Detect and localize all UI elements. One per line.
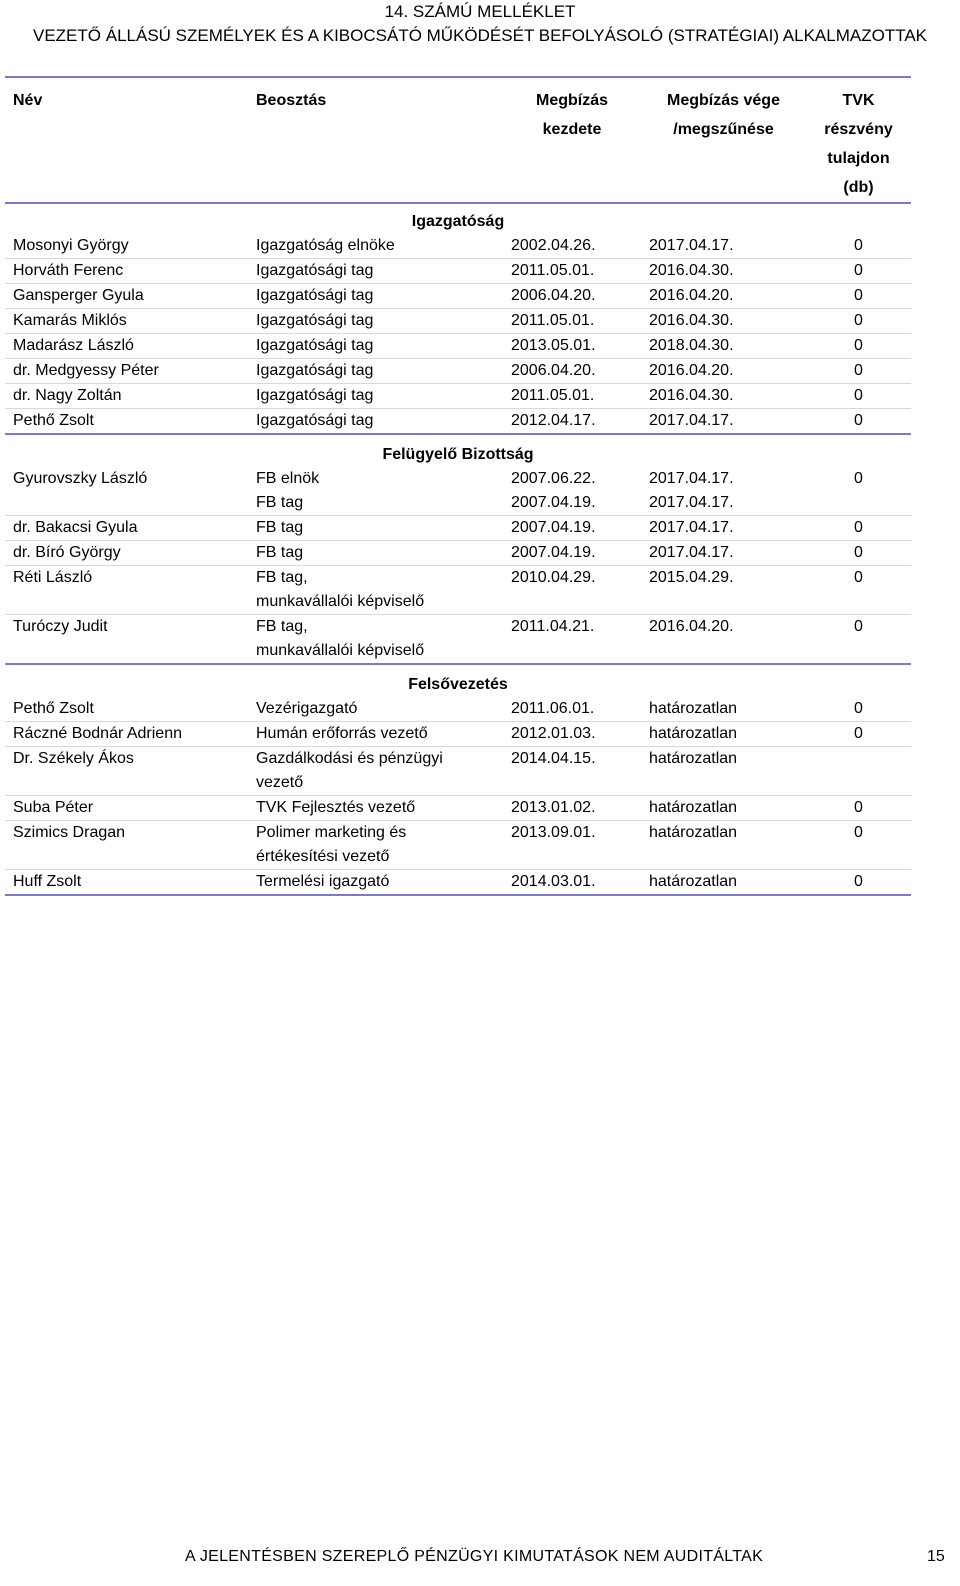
end-date-line: határozatlan xyxy=(649,700,738,717)
tvk-shares-value: 0 xyxy=(806,615,911,665)
start-date-line: 2011.05.01. xyxy=(511,262,595,279)
start-date-line: 2007.04.19. xyxy=(511,519,596,536)
table-row xyxy=(5,697,911,722)
end-date-cell xyxy=(641,821,806,870)
end-date-cell xyxy=(641,796,806,821)
position-line: Igazgatósági tag xyxy=(256,312,374,329)
person-name: Réti László xyxy=(5,566,248,615)
start-date-line: 2013.01.02. xyxy=(511,799,596,816)
end-date-line: 2015.04.29. xyxy=(649,569,734,586)
position-line: Igazgatóság elnöke xyxy=(256,237,395,254)
person-name: dr. Bakacsi Gyula xyxy=(5,516,248,541)
start-date-line: 2013.09.01. xyxy=(511,824,596,841)
tvk-shares-value: 0 xyxy=(806,697,911,722)
tvk-shares-value: 0 xyxy=(806,541,911,566)
position-cell xyxy=(248,870,503,896)
table-row xyxy=(5,234,911,259)
management-table xyxy=(5,76,911,896)
person-name: Turóczy Judit xyxy=(5,615,248,665)
tvk-shares-value: 0 xyxy=(806,334,911,359)
position-line: Igazgatósági tag xyxy=(256,262,374,279)
position-cell xyxy=(248,722,503,747)
start-date-cell xyxy=(503,796,641,821)
person-name: Dr. Székely Ákos xyxy=(5,747,248,796)
tvk-shares-value: 0 xyxy=(806,309,911,334)
tvk-shares-value: 0 xyxy=(806,384,911,409)
start-date-line: 2012.04.17. xyxy=(511,412,596,429)
section-title-board: Igazgatóság xyxy=(411,213,505,230)
start-date-cell xyxy=(503,259,641,284)
start-date-cell xyxy=(503,234,641,259)
position-line: Igazgatósági tag xyxy=(256,387,374,404)
section-title-supervisory-board: Felügyelő Bizottság xyxy=(382,446,534,463)
position-cell xyxy=(248,615,503,665)
start-date-line: 2011.06.01. xyxy=(511,700,595,717)
person-name: Ráczné Bodnár Adrienn xyxy=(5,722,248,747)
start-date-line: 2007.06.22. xyxy=(511,470,596,487)
table-row xyxy=(5,384,911,409)
position-cell xyxy=(248,284,503,309)
start-date-line: 2006.04.20. xyxy=(511,362,596,379)
column-header-name: Név xyxy=(5,77,248,203)
position-cell xyxy=(248,384,503,409)
document-title: VEZETŐ ÁLLÁSÚ SZEMÉLYEK ÉS A KIBOCSÁTÓ MŰKÖDÉSÉT BEFOLYÁSOLÓ (STRATÉGIAI) ALKALMAZOTTAK xyxy=(33,26,927,45)
end-date-line: 2017.04.17. xyxy=(649,412,734,429)
person-name: Pethő Zsolt xyxy=(5,697,248,722)
person-name: Madarász László xyxy=(5,334,248,359)
end-date-line: határozatlan xyxy=(649,824,738,841)
position-cell xyxy=(248,467,503,516)
end-date-cell xyxy=(641,615,806,665)
end-date-line: határozatlan xyxy=(649,873,738,890)
end-date-cell xyxy=(641,722,806,747)
start-date-line: 2011.05.01. xyxy=(511,312,595,329)
position-cell xyxy=(248,359,503,384)
start-date-cell xyxy=(503,359,641,384)
tvk-shares-value: 0 xyxy=(806,796,911,821)
position-line: FB tag xyxy=(256,519,304,536)
start-date-cell xyxy=(503,467,641,516)
position-line: munkavállalói képviselő xyxy=(256,593,425,610)
start-date-line: 2014.03.01. xyxy=(511,873,596,890)
start-date-cell xyxy=(503,821,641,870)
table-row xyxy=(5,284,911,309)
table-row xyxy=(5,566,911,615)
start-date-line: 2011.05.01. xyxy=(511,387,595,404)
position-cell xyxy=(248,334,503,359)
position-line: Humán erőforrás vezető xyxy=(256,725,428,742)
position-line: vezető xyxy=(256,774,304,791)
start-date-cell xyxy=(503,309,641,334)
end-date-cell xyxy=(641,870,806,896)
end-date-line: határozatlan xyxy=(649,799,738,816)
person-name: Mosonyi György xyxy=(5,234,248,259)
start-date-line: 2012.01.03. xyxy=(511,725,596,742)
start-date-cell xyxy=(503,409,641,435)
end-date-cell xyxy=(641,309,806,334)
table-row xyxy=(5,615,911,665)
table-body xyxy=(5,203,911,895)
start-date-cell xyxy=(503,516,641,541)
tvk-shares-value: 0 xyxy=(806,566,911,615)
end-date-cell xyxy=(641,467,806,516)
position-line: Igazgatósági tag xyxy=(256,412,374,429)
tvk-shares-value: 0 xyxy=(806,821,911,870)
end-date-cell xyxy=(641,359,806,384)
start-date-cell xyxy=(503,541,641,566)
section-header-row xyxy=(5,434,911,467)
position-cell xyxy=(248,516,503,541)
table-row xyxy=(5,722,911,747)
tvk-shares-value: 0 xyxy=(806,722,911,747)
end-date-line: 2017.04.17. xyxy=(649,519,734,536)
table-row xyxy=(5,259,911,284)
tvk-shares-value: 0 xyxy=(806,259,911,284)
start-date-line: 2014.04.15. xyxy=(511,750,596,767)
end-date-cell xyxy=(641,334,806,359)
column-header-end: Megbízás vége /megszűnése xyxy=(641,77,806,203)
end-date-cell xyxy=(641,516,806,541)
position-line: FB elnök xyxy=(256,470,320,487)
start-date-cell xyxy=(503,722,641,747)
start-date-line: 2007.04.19. xyxy=(511,544,596,561)
start-date-line: 2011.04.21. xyxy=(511,618,595,635)
position-cell xyxy=(248,747,503,796)
tvk-shares-value: 0 xyxy=(806,284,911,309)
end-date-cell xyxy=(641,259,806,284)
table-row xyxy=(5,870,911,896)
person-name: Gansperger Gyula xyxy=(5,284,248,309)
table-row xyxy=(5,796,911,821)
person-name: dr. Nagy Zoltán xyxy=(5,384,248,409)
table-row xyxy=(5,516,911,541)
tvk-shares-value: 0 xyxy=(806,359,911,384)
page-number: 15 xyxy=(927,1548,945,1565)
person-name: Suba Péter xyxy=(5,796,248,821)
end-date-cell xyxy=(641,697,806,722)
start-date-line: 2010.04.29. xyxy=(511,569,596,586)
position-cell xyxy=(248,234,503,259)
start-date-cell xyxy=(503,870,641,896)
position-cell xyxy=(248,796,503,821)
end-date-cell xyxy=(641,747,806,796)
table-row xyxy=(5,359,911,384)
appendix-number: 14. SZÁMÚ MELLÉKLET xyxy=(384,2,576,21)
header-row xyxy=(5,77,911,203)
end-date-line: 2016.04.30. xyxy=(649,262,734,279)
end-date-line: 2017.04.17. xyxy=(649,237,734,254)
position-line: munkavállalói képviselő xyxy=(256,642,425,659)
table-row xyxy=(5,409,911,435)
end-date-cell xyxy=(641,234,806,259)
end-date-line: 2017.04.17. xyxy=(649,494,734,511)
end-date-cell xyxy=(641,284,806,309)
tvk-shares-value xyxy=(806,747,911,796)
position-line: Igazgatósági tag xyxy=(256,287,374,304)
end-date-line: 2016.04.20. xyxy=(649,362,734,379)
position-cell xyxy=(248,541,503,566)
document-heading xyxy=(0,0,960,48)
end-date-line: határozatlan xyxy=(649,750,738,767)
tvk-shares-value: 0 xyxy=(806,467,911,516)
tvk-shares-value: 0 xyxy=(806,409,911,435)
position-line: értékesítési vezető xyxy=(256,848,390,865)
start-date-cell xyxy=(503,566,641,615)
position-cell xyxy=(248,309,503,334)
person-name: Kamarás Miklós xyxy=(5,309,248,334)
start-date-cell xyxy=(503,697,641,722)
page-footer xyxy=(0,1546,960,1574)
table-row xyxy=(5,309,911,334)
end-date-cell xyxy=(641,384,806,409)
start-date-cell xyxy=(503,615,641,665)
footer-notice: A JELENTÉSBEN SZEREPLŐ PÉNZÜGYI KIMUTATÁSOK NEM AUDITÁLTAK xyxy=(185,1548,764,1565)
end-date-line: határozatlan xyxy=(649,725,738,742)
position-line: Igazgatósági tag xyxy=(256,337,374,354)
person-name: dr. Bíró György xyxy=(5,541,248,566)
end-date-line: 2016.04.30. xyxy=(649,387,734,404)
start-date-cell xyxy=(503,334,641,359)
start-date-cell xyxy=(503,384,641,409)
position-line: Igazgatósági tag xyxy=(256,362,374,379)
column-header-position: Beosztás xyxy=(248,77,503,203)
section-title-senior-management: Felsővezetés xyxy=(408,676,508,693)
person-name: Gyurovszky László xyxy=(5,467,248,516)
position-cell xyxy=(248,259,503,284)
end-date-line: 2017.04.17. xyxy=(649,544,734,561)
section-header-row xyxy=(5,203,911,234)
end-date-cell xyxy=(641,409,806,435)
table-row xyxy=(5,541,911,566)
column-header-tvk-shares: TVK részvény tulajdon (db) xyxy=(806,77,911,203)
table-row xyxy=(5,334,911,359)
column-header-start: Megbízás kezdete xyxy=(503,77,641,203)
tvk-shares-value: 0 xyxy=(806,234,911,259)
person-name: Szimics Dragan xyxy=(5,821,248,870)
position-cell xyxy=(248,697,503,722)
position-line: TVK Fejlesztés vezető xyxy=(256,799,416,816)
position-line: FB tag xyxy=(256,544,304,561)
position-cell xyxy=(248,409,503,435)
position-line: Polimer marketing és xyxy=(256,824,407,841)
end-date-line: 2018.04.30. xyxy=(649,337,734,354)
person-name: Horváth Ferenc xyxy=(5,259,248,284)
end-date-line: 2016.04.20. xyxy=(649,618,734,635)
end-date-line: 2016.04.30. xyxy=(649,312,734,329)
table-row xyxy=(5,467,911,516)
position-line: FB tag xyxy=(256,494,304,511)
section-header-row xyxy=(5,664,911,697)
tvk-shares-value: 0 xyxy=(806,516,911,541)
person-name: Pethő Zsolt xyxy=(5,409,248,435)
end-date-line: 2016.04.20. xyxy=(649,287,734,304)
person-name: Huff Zsolt xyxy=(5,870,248,896)
table-row xyxy=(5,747,911,796)
position-cell xyxy=(248,566,503,615)
start-date-line: 2006.04.20. xyxy=(511,287,596,304)
table-row xyxy=(5,821,911,870)
position-line: FB tag, xyxy=(256,618,308,635)
end-date-line: 2017.04.17. xyxy=(649,470,734,487)
tvk-shares-value: 0 xyxy=(806,870,911,896)
position-cell xyxy=(248,821,503,870)
start-date-cell xyxy=(503,284,641,309)
person-name: dr. Medgyessy Péter xyxy=(5,359,248,384)
start-date-cell xyxy=(503,747,641,796)
position-line: Gazdálkodási és pénzügyi xyxy=(256,750,443,767)
end-date-cell xyxy=(641,541,806,566)
position-line: Vezérigazgató xyxy=(256,700,358,717)
end-date-cell xyxy=(641,566,806,615)
start-date-line: 2002.04.26. xyxy=(511,237,596,254)
start-date-line: 2013.05.01. xyxy=(511,337,596,354)
start-date-line: 2007.04.19. xyxy=(511,494,596,511)
position-line: Termelési igazgató xyxy=(256,873,390,890)
position-line: FB tag, xyxy=(256,569,308,586)
